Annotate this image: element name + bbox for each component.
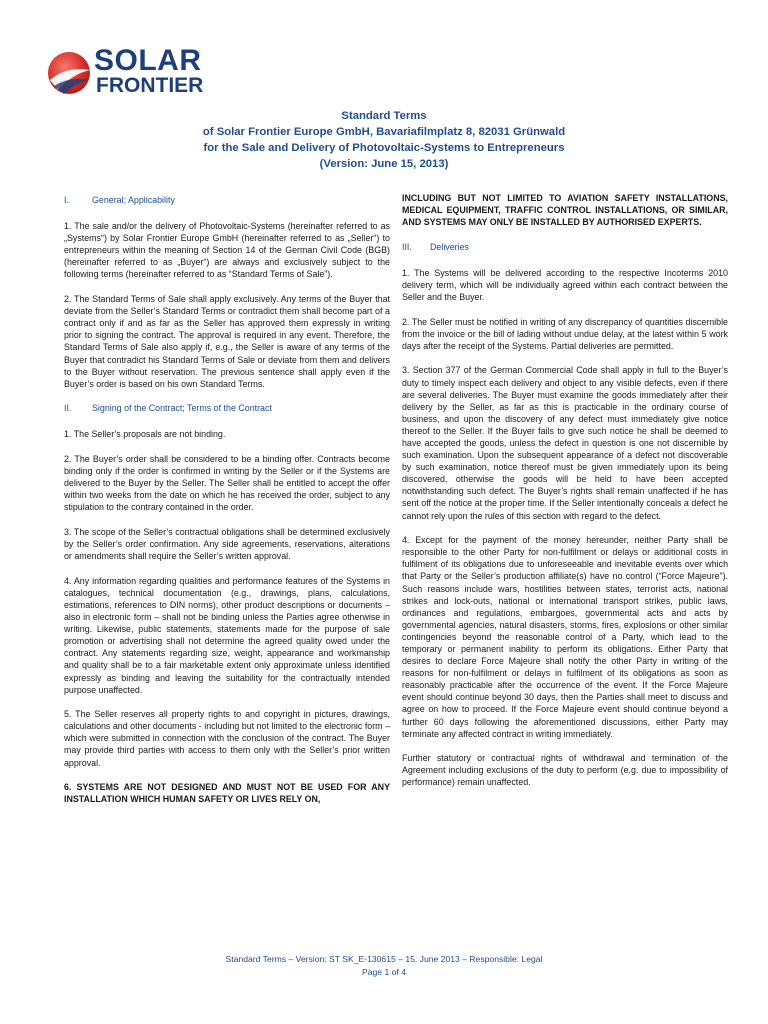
paragraph-ii-6-continued: INCLUDING BUT NOT LIMITED TO AVIATION SAFETY INSTALLATIONS, MEDICAL EQUIPMENT, TRAFFIC CONTROL INSTALLATIONS, OR SIMILAR, AND SYSTEMS MAY ONLY BE INSTALLED BY AUTHORISED EXPERTS. (402, 193, 728, 228)
left-column (64, 194, 390, 818)
paragraph-i-1: 1. The sale and/or the delivery of Photovoltaic-Systems (hereinafter referred to as „Systems“) by Solar Frontier Europe GmbH (hereinafter referred to as „Seller“) to entrepreneurs within the meaning of Section 14 of the German Civil Code (BGB) (hereinafter referred to as „Buyer“) are always and exclusively subject to the following terms (hereinafter referred to as “Standard Terms of Sale”). (64, 221, 390, 280)
footer-version: Standard Terms – Version: ST SK_E-130615 – 15. June 2013 – Responsible: Legal (225, 954, 543, 964)
solar-frontier-logo (46, 44, 204, 100)
paragraph-i-2: 2. The Standard Terms of Sale shall apply exclusively. Any terms of the Buyer that deviate from the Seller’s Standard Terms or contradict them shall become part of a contract only if and as far as the Seller has approved them expressly in writing prior to signing the contract. The approval is required in any event. Therefore, the Standard Terms of Sale also apply if, e.g., the Seller is aware of any terms of the Buyer that contradict his Standard Terms of Sale or deviate from them and delivers to the Buyer without reservation. The previous sentence shall apply even if the Buyer’s order is based on his own Standard Terms. (64, 294, 390, 389)
footer-page-number: Page 1 of 4 (362, 967, 406, 977)
section-heading-general (64, 194, 390, 206)
section-heading-deliveries (402, 241, 728, 253)
paragraph-iii-2: 2. The Seller must be notified in writing of any discrepancy of quantities discernible from the invoice or the bill of lading without undue delay, at the latest within 5 work days after the receipt of the Systems. Partial deliveries are permitted. (402, 316, 728, 351)
paragraph-iii-3: 3. Section 377 of the German Commercial Code shall apply in full to the Buyer’s duty to timely inspect each delivery and object to any visible defects, even if there are several deliveries. The Buyer must examine the goods immediately after their delivery by the Seller, as far as this is practicable in the ordinary course of business, and upon the discovery of any defect must immediately give notice thereof to the Seller. If the Buyer fails to give such notice he shall be deemed to have accepted the goods, unless the defect in question is one not discernible by such examination. Upon the subsequent appearance of a defect not discoverable by such examination, notice thereof must be given immediately upon its being discovered, otherwise the goods will be held to have been accepted notwithstanding such defect. The Buyer’s rights shall remain unaffected if he has sent off the notice at the proper time. If the Seller intentionally conceals a defect he cannot rely upon the rules of this section with regard to the defect. (402, 365, 728, 521)
paragraph-ii-5: 5. The Seller reserves all property rights to and copyright in pictures, drawings, calculations and other documents - including but not limited to the electronic form – which were submitted in connection with the conclusion of the contract. The Buyer may provide third parties with access to them only with the Seller’s prior written approval. (64, 709, 390, 768)
title-line-2: of Solar Frontier Europe GmbH, Bavariafilmplatz 8, 82031 Grünwald (202, 126, 566, 138)
section-title: Deliveries (430, 241, 469, 252)
page-footer (0, 953, 768, 979)
paragraph-ii-4: 4. Any information regarding qualities and performance features of the Systems in catalogues, technical documentation (e.g., drawings, plans, calculations, estimations, references to DIN norms), other product descriptions or documents – also in electronic form – shall not be binding unless the Parties agree otherwise in writing. Likewise, public statements, statements made for the purpose of sale promotion or advertising shall not determine the agreed quality owed under the contract. Any statements regarding size, weight, appearance and workmanship and quality shall be to a fair marketable extent only approximate unless identified expressly as binding and leaving the suitability for the contractually intended purpose unaffected. (64, 575, 390, 695)
section-heading-signing (64, 402, 390, 414)
right-column (402, 192, 728, 801)
paragraph-iii-5: Further statutory or contractual rights of withdrawal and termination of the Agreement including exclusions of the duty to perform (e.g. due to impossibility of performance) remain unaffected. (402, 753, 728, 788)
paragraph-ii-2: 2. The Buyer’s order shall be considered to be a binding offer. Contracts become binding only if the order is confirmed in writing by the Seller or if the Systems are delivered to the Buyer by the Seller. The Seller shall be entitled to accept the offer within two weeks from the date on which he has received the order, subject to any stipulation to the contrary contained in the order. (64, 454, 390, 513)
document-title (0, 108, 768, 172)
section-title: Signing of the Contract; Terms of the Contract (92, 403, 272, 414)
title-line-4: (Version: June 15, 2013) (319, 158, 449, 170)
paragraph-iii-4: 4. Except for the payment of the money hereunder, neither Party shall be responsible to the other Party for non-fulfilment or delays or additional costs in fulfilment of its obligations due to unforeseeable and inevitable events over which that Party or the Seller’s production affiliate(s) have no control (“Force Majeure”). Such reasons include wars, hostilities between states, terrorist acts, national strikes and lock-outs, national or international transport strikes, public laws, ordinances and regulations, embargoes, governmental acts and acts by governmental agencies, natural disasters, storms, fires, explosions or other similar contingencies beyond the reasonable control of a Party, which lead to the temporary or permanent inability to perform its obligations. Either Party that desires to declare Force Majeure shall notify the other Party in writing of the reasons for non-fulfilment or delays in fulfilment of its obligations as soon as reasonably practicable after the occurrence of the event. If the Force Majeure event should continue beyond 30 days, then the Parties shall meet to discuss and agree on how to proceed. If the Force Majeure event should continue beyond a further 60 days following the aforementioned discussions, either Party may terminate any affected contract in writing immediately. (402, 535, 728, 739)
section-title: General; Applicability (92, 195, 175, 205)
paragraph-ii-1: 1. The Seller’s proposals are not binding. (64, 429, 226, 440)
section-number: III. (402, 241, 412, 252)
paragraph-ii-3: 3. The scope of the Seller’s contractual obligations shall be determined exclusively by the Seller’s order confirmation. Any side agreements, reservations, alterations or amendments shall require the Seller’s written approval. (64, 526, 390, 562)
logo-text-solar: SOLAR (94, 44, 202, 77)
title-line-1: Standard Terms (341, 110, 427, 122)
sun-emblem-icon (46, 48, 92, 98)
title-line-3: for the Sale and Delivery of Photovoltaic-Systems to Entrepreneurs (203, 142, 565, 154)
section-number: II. (64, 403, 72, 414)
section-number: I. (64, 195, 69, 205)
paragraph-iii-1: 1. The Systems will be delivered according to the respective Incoterms 2010 delivery term, which will be individually agreed within each contract between the Seller and the Buyer. (402, 267, 728, 303)
logo-text-frontier: FRONTIER (96, 74, 204, 97)
paragraph-ii-6: 6. SYSTEMS ARE NOT DESIGNED AND MUST NOT BE USED FOR ANY INSTALLATION WHICH HUMAN SAFETY OR LIVES RELY ON, (64, 782, 390, 805)
